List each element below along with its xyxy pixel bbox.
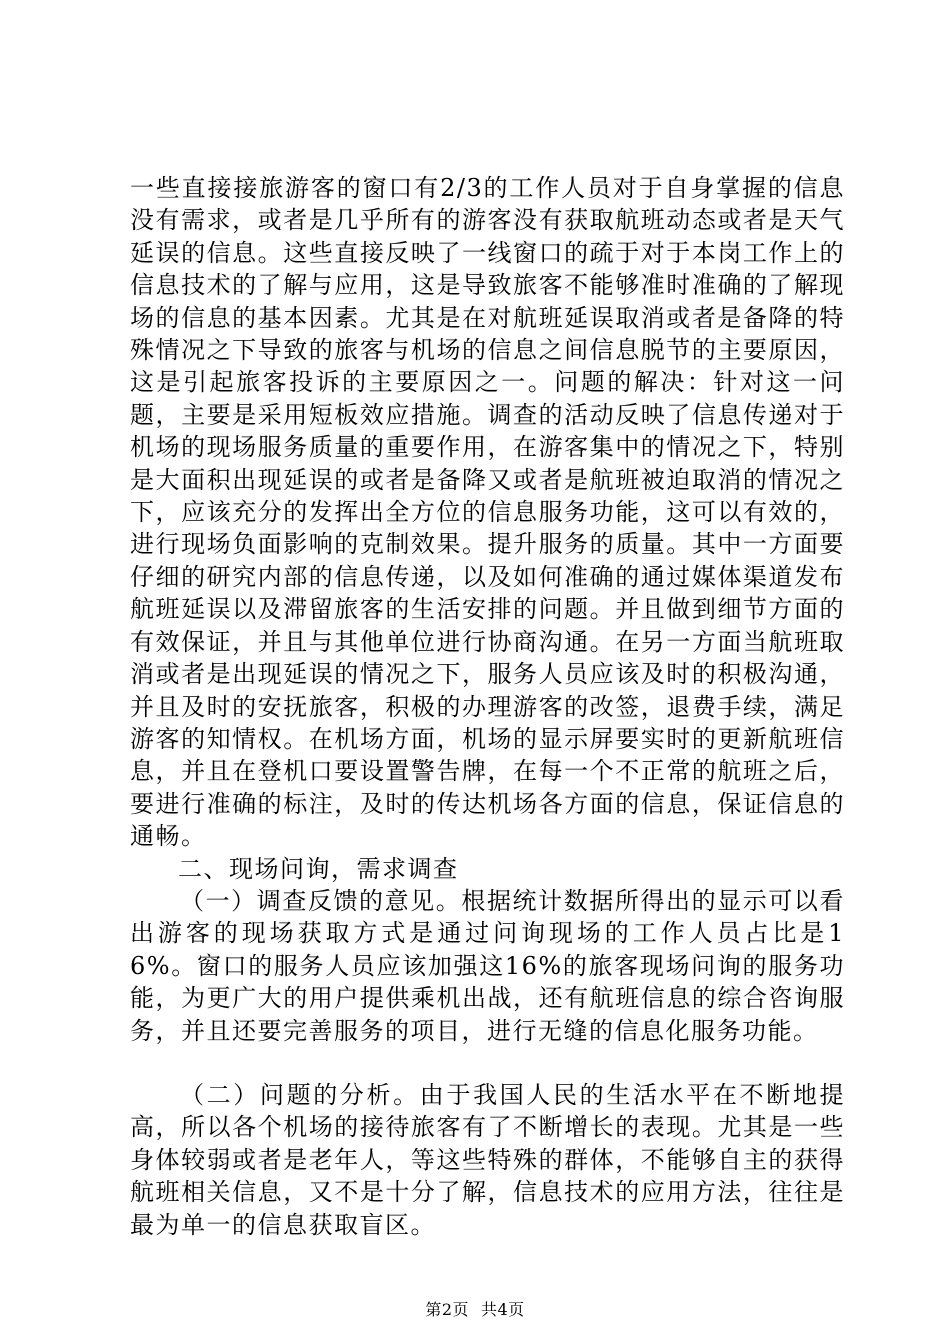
paragraph-continuation: 一些直接接旅游客的窗口有2/3的工作人员对于自身掌握的信息没有需求，或者是几乎所有的游客没有获取航班动态或者是天气延误的信息。这些直接反映了一线窗口的疏于对于本岗工作上的信息技术的了解与应用，这是导致旅客不能够准时准确的了解现场的信息的基本因素。尤其是在对航班延误取消或者是备降的特殊情况之下导致的旅客与机场的信息之间信息脱节的主要原因，这是引起旅客投诉的主要原因之一。问题的解决：针对这一问题，主要是采用短板效应措施。调查的活动反映了信息传递对于机场的现场服务质量的重要作用，在游客集中的情况之下，特别是大面积出现延误的或者是备降又或者是航班被迫取消的情况之下，应该充分的发挥出全方位的信息服务功能，这可以有效的，进行现场负面影响的克制效果。提升服务的质量。其中一方面要仔细的研究内部的信息传递，以及如何准确的通过媒体渠道发布航班延误以及滞留旅客的生活安排的问题。并且做到细节方面的有效保证，并且与其他单位进行协商沟通。在另一方面当航班取消或者是出现延误的情况之下，服务人员应该及时的积极沟通，并且及时的安抚旅客，积极的办理游客的改签，退费手续，满足游客的知情权。在机场方面，机场的显示屏要实时的更新航班信息，并且在登机口要设置警告牌，在每一个不正常的航班之后，要进行准确的标注，及时的传达机场各方面的信息，保证信息的通畅。 bbox=[130, 174, 845, 851]
page-footer bbox=[0, 1300, 950, 1320]
page-number: 第2页 bbox=[425, 1300, 469, 1319]
section-heading: 二、现场问询，需求调查 bbox=[178, 854, 459, 883]
page-total: 共4页 bbox=[481, 1300, 525, 1319]
document-body bbox=[130, 172, 845, 1241]
paragraph-problem-analysis: （二）问题的分析。由于我国人民的生活水平在不断地提高，所以各个机场的接待旅客有了不断增长的表现。尤其是一些身体较弱或者是老年人，等这些特殊的群体，不能够自主的获得航班相关信息，又不是十分了解，信息技术的应用方法，往往是最为单一的信息获取盲区。 bbox=[130, 1080, 845, 1239]
paragraph-survey-feedback: （一）调查反馈的意见。根据统计数据所得出的显示可以看出游客的现场获取方式是通过问询现场的工作人员占比是16%。窗口的服务人员应该加强这16%的旅客现场问询的服务功能，为更广大的用户提供乘机出战，还有航班信息的综合咨询服务，并且还要完善服务的项目，进行无缝的信息化服务功能。 bbox=[130, 886, 845, 1045]
paragraph-gap bbox=[130, 1047, 845, 1079]
